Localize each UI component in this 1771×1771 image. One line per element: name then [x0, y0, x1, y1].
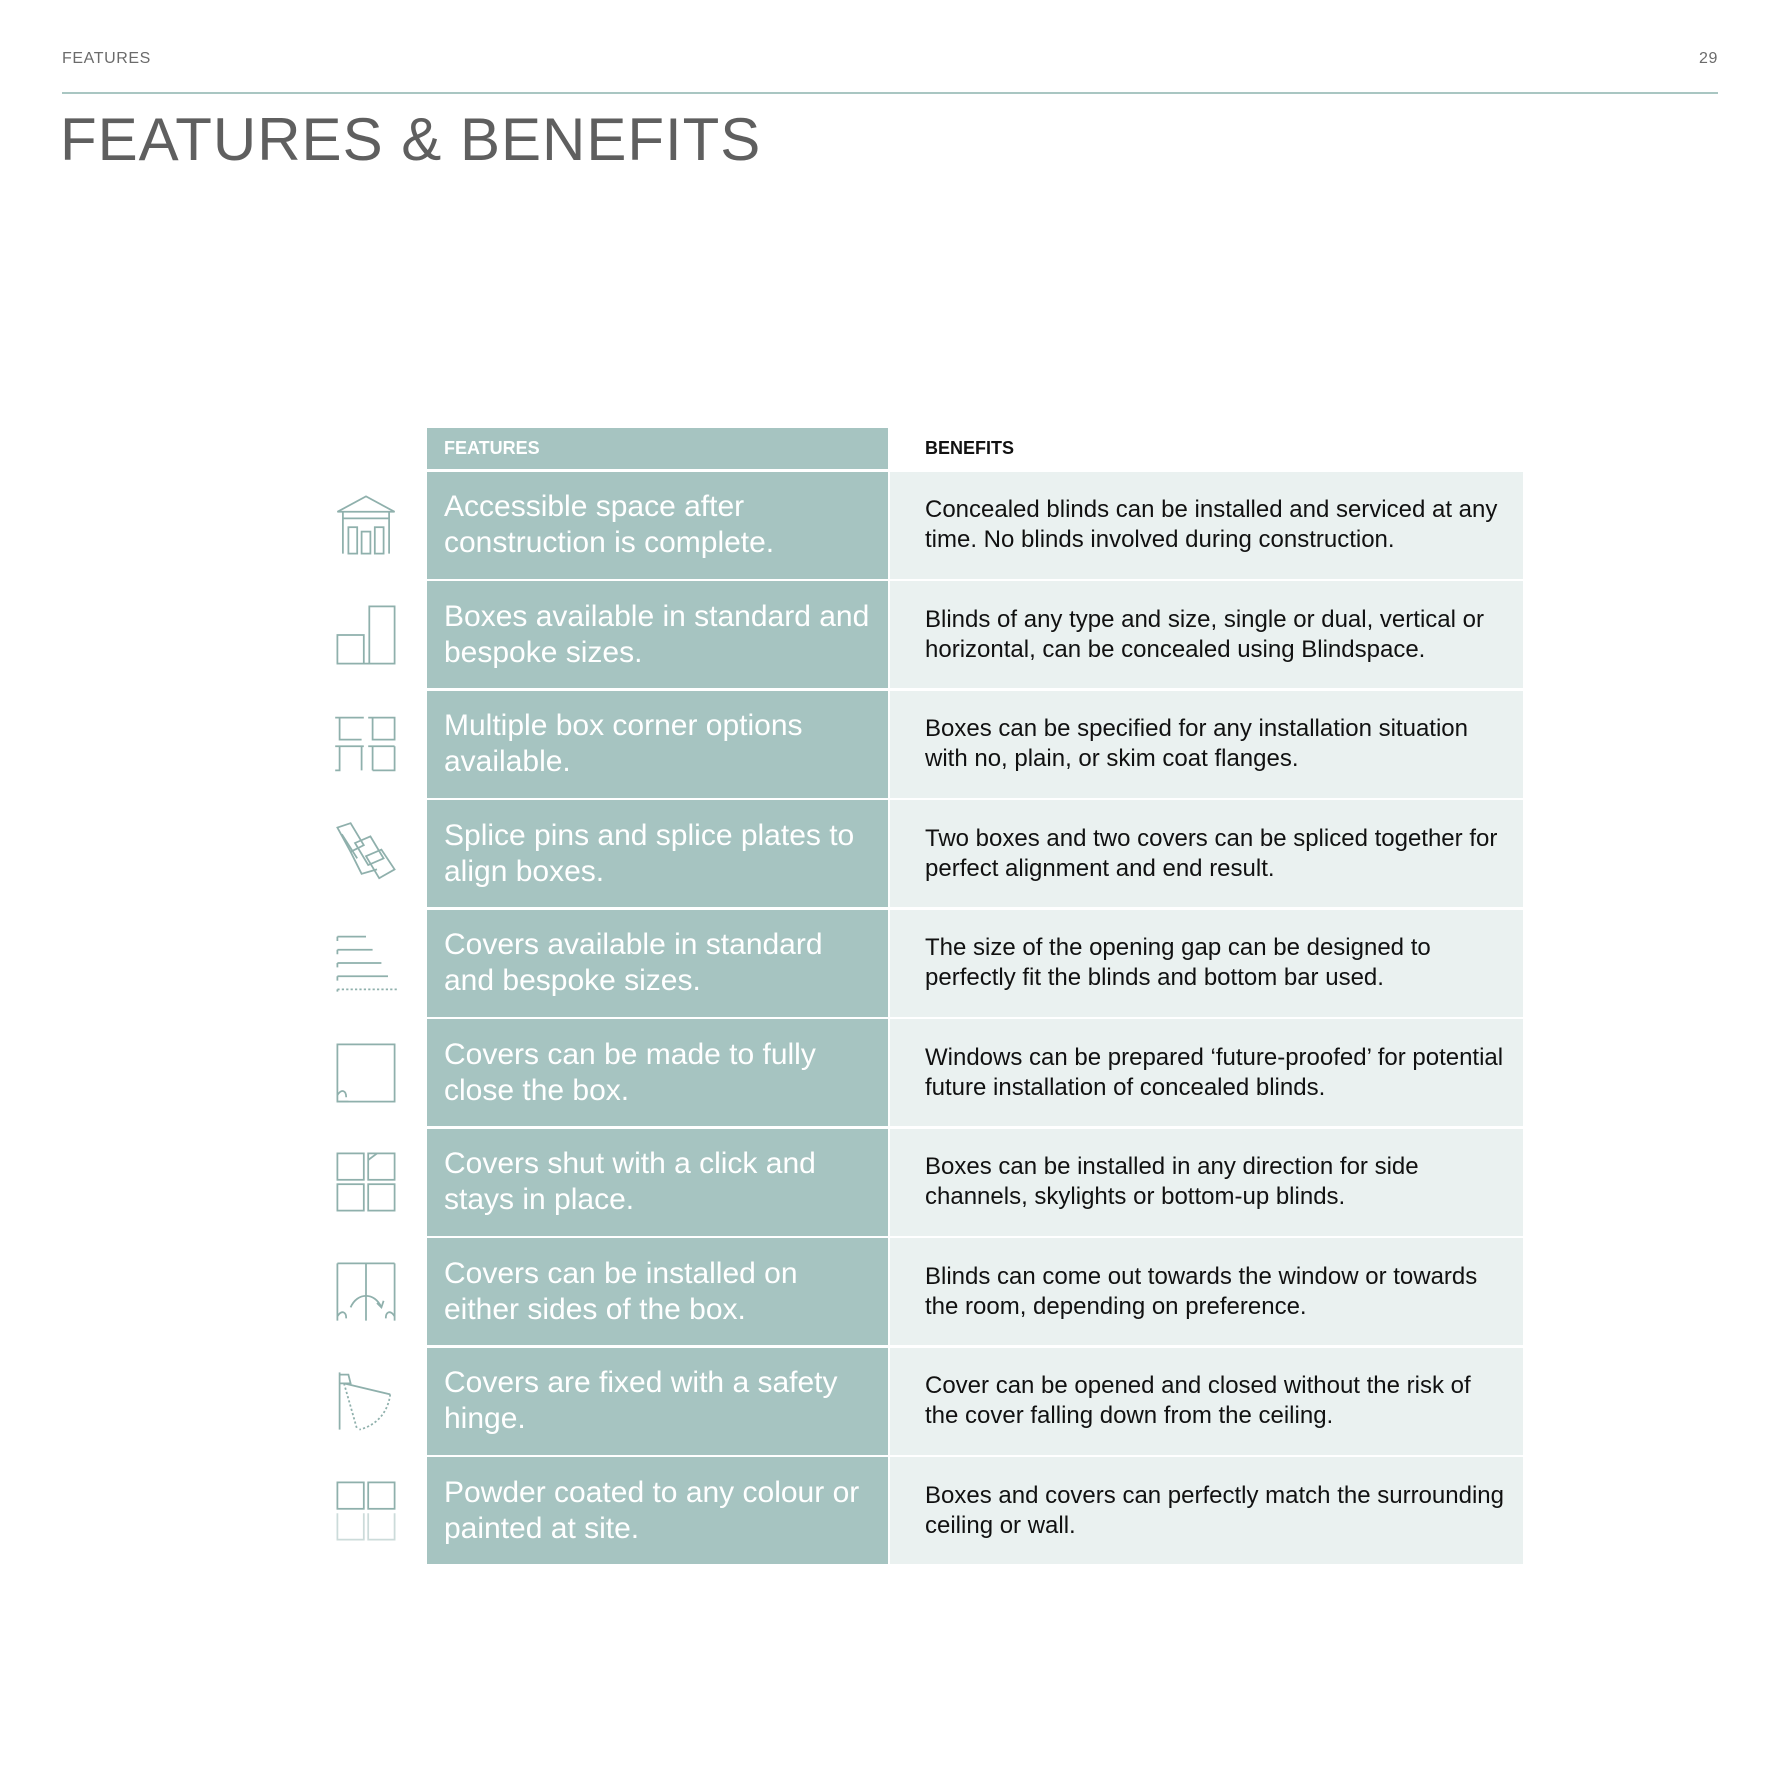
page-title: FEATURES & BENEFITS [60, 106, 762, 173]
features-benefits-table [327, 428, 1523, 1564]
benefits-column-header: BENEFITS [925, 438, 1015, 458]
feature-cell: Covers are fixed with a safety hinge. [427, 1348, 888, 1455]
table-row [327, 800, 1523, 907]
either-side-icon [327, 1238, 405, 1345]
table-row [327, 1019, 1523, 1126]
feature-cell: Covers shut with a click and stays in place. [427, 1129, 888, 1236]
feature-cell: Boxes available in standard and bespoke sizes. [427, 581, 888, 688]
table-row [327, 1129, 1523, 1236]
table-row [327, 691, 1523, 798]
safety-hinge-icon [327, 1348, 405, 1455]
box-sizes-icon [327, 581, 405, 688]
table-row [327, 472, 1523, 579]
powder-coat-icon [327, 1457, 405, 1564]
section-label: FEATURES [62, 50, 151, 67]
house-icon [327, 472, 405, 579]
benefit-cell: The size of the opening gap can be designed to perfectly fit the blinds and bottom bar used. [890, 910, 1523, 1017]
running-header [62, 50, 1718, 70]
page-number: 29 [1699, 50, 1718, 67]
benefit-cell: Concealed blinds can be installed and serviced at any time. No blinds involved during construction. [890, 472, 1523, 579]
splice-icon [327, 800, 405, 907]
benefit-cell: Boxes can be specified for any installation situation with no, plain, or skim coat flanges. [890, 691, 1523, 798]
table-row [327, 1348, 1523, 1455]
benefit-cell: Windows can be prepared ‘future-proofed’ for potential future installation of concealed blinds. [890, 1019, 1523, 1126]
benefit-cell: Two boxes and two covers can be spliced together for perfect alignment and end result. [890, 800, 1523, 907]
table-header-row [327, 428, 1523, 469]
feature-cell: Splice pins and splice plates to align boxes. [427, 800, 888, 907]
benefit-cell: Blinds of any type and size, single or dual, vertical or horizontal, can be concealed using Blindspace. [890, 581, 1523, 688]
feature-cell: Covers can be made to fully close the box. [427, 1019, 888, 1126]
benefit-cell: Cover can be opened and closed without the risk of the cover falling down from the ceiling. [890, 1348, 1523, 1455]
table-row [327, 581, 1523, 688]
header-divider [62, 92, 1718, 94]
feature-cell: Accessible space after construction is complete. [427, 472, 888, 579]
corner-options-icon [327, 691, 405, 798]
table-row [327, 1457, 1523, 1564]
benefit-cell: Boxes can be installed in any direction for side channels, skylights or bottom-up blinds. [890, 1129, 1523, 1236]
click-shut-icon [327, 1129, 405, 1236]
feature-cell: Powder coated to any colour or painted at site. [427, 1457, 888, 1564]
benefit-cell: Blinds can come out towards the window or towards the room, depending on preference. [890, 1238, 1523, 1345]
feature-cell: Multiple box corner options available. [427, 691, 888, 798]
closed-box-icon [327, 1019, 405, 1126]
benefit-cell: Boxes and covers can perfectly match the surrounding ceiling or wall. [890, 1457, 1523, 1564]
table-row [327, 910, 1523, 1017]
cover-sizes-icon [327, 910, 405, 1017]
features-column-header: FEATURES [427, 428, 888, 469]
table-row [327, 1238, 1523, 1345]
feature-cell: Covers can be installed on either sides of the box. [427, 1238, 888, 1345]
feature-cell: Covers available in standard and bespoke sizes. [427, 910, 888, 1017]
